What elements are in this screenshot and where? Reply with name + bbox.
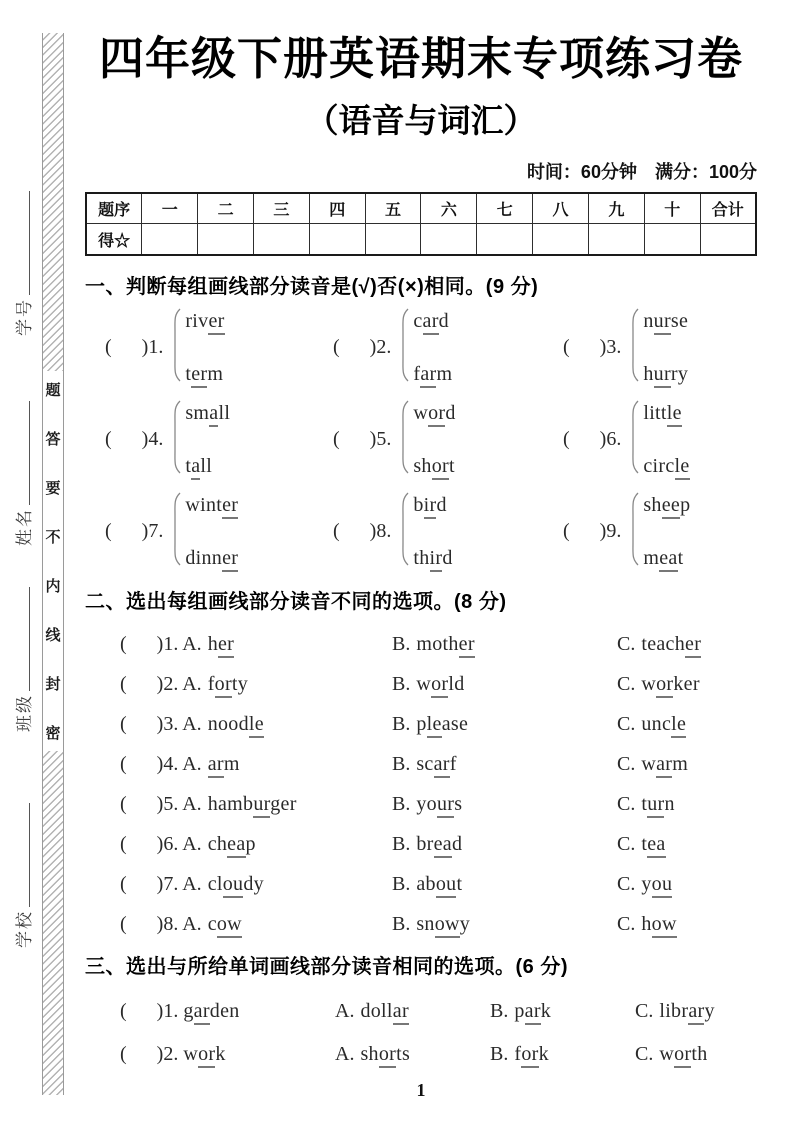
answer-blank[interactable]: ( )4. — [120, 752, 183, 775]
underlined-part: ea — [227, 833, 245, 858]
underlined-part: er — [685, 633, 701, 658]
option-b — [392, 753, 617, 776]
option-label: A. — [182, 632, 202, 655]
option-label: C. — [617, 792, 636, 815]
underlined-part: ar — [688, 1000, 704, 1025]
hatch-pattern-bottom — [43, 751, 63, 1095]
score-table-header-cell: 四 — [309, 193, 365, 224]
brace-icon — [170, 491, 182, 572]
word-bottom: short — [413, 455, 455, 478]
answer-blank[interactable]: ( )5. — [333, 428, 392, 451]
option-label: A. — [182, 752, 202, 775]
score-table-header-cell: 十 — [644, 193, 700, 224]
word-top: bird — [413, 494, 452, 517]
answer-blank[interactable]: ( )4. — [105, 428, 164, 451]
judge-item — [563, 309, 757, 387]
option-a — [335, 1000, 490, 1023]
underlined-part: er — [222, 547, 238, 572]
option-c — [617, 713, 757, 736]
underlined-part: ow — [435, 913, 460, 938]
word: yours — [416, 793, 462, 818]
score-cell[interactable] — [142, 224, 198, 255]
score-table-header-cell: 合计 — [700, 193, 756, 224]
brace-icon — [628, 307, 640, 388]
underlined-part: or — [215, 673, 232, 698]
choice-row — [85, 1000, 757, 1023]
answer-blank[interactable]: ( )1. — [120, 999, 184, 1022]
option-c — [617, 753, 757, 776]
choice-row — [85, 1043, 757, 1066]
word: how — [641, 913, 676, 938]
word: tea — [641, 833, 665, 858]
judge-item — [333, 401, 563, 479]
judge-item — [105, 309, 333, 387]
option-label: A. — [335, 999, 355, 1022]
underlined-part: ou — [223, 873, 244, 898]
underlined-part: or — [656, 673, 673, 698]
word: dollar — [360, 1000, 408, 1025]
word-bottom: circle — [643, 455, 689, 478]
word: forty — [208, 673, 248, 698]
seal-text-char: 不 — [45, 529, 61, 546]
option-label: B. — [392, 872, 411, 895]
word-pair — [643, 402, 689, 478]
word: you — [641, 873, 672, 898]
choice-row — [85, 633, 757, 656]
option-a — [120, 673, 392, 696]
word: arm — [208, 753, 240, 778]
fill-in-line[interactable] — [16, 401, 30, 505]
option-label: B. — [490, 1042, 509, 1065]
option-b — [392, 913, 617, 936]
fill-in-line[interactable] — [16, 587, 30, 691]
underlined-part: er — [191, 363, 207, 388]
option-b — [392, 873, 617, 896]
choice-row — [85, 673, 757, 696]
section-1-items — [85, 309, 757, 571]
underlined-part: le — [671, 713, 686, 738]
score-table-header-cell: 七 — [477, 193, 533, 224]
underlined-part: ur — [654, 310, 671, 335]
page-number: 1 — [416, 1079, 426, 1100]
underlined-part: ir — [424, 494, 437, 519]
underlined-part: ou — [652, 873, 673, 898]
paper-body — [85, 0, 757, 1101]
score-cell[interactable] — [309, 224, 365, 255]
option-a — [120, 633, 392, 656]
option-label: B. — [392, 912, 411, 935]
brace-icon — [628, 491, 640, 572]
option-c — [617, 673, 757, 696]
seal-text-char: 密 — [45, 725, 61, 742]
judge-item — [105, 401, 333, 479]
choice-row — [85, 753, 757, 776]
given-word: garden — [183, 1000, 239, 1025]
answer-blank[interactable]: ( )3. — [563, 336, 622, 359]
judge-item — [105, 493, 333, 571]
underlined-part: ow — [217, 913, 242, 938]
sidebar-field-label: 学号 — [15, 298, 34, 336]
word-top: card — [413, 310, 452, 333]
word-pair — [643, 494, 690, 570]
underlined-part: ar — [434, 753, 450, 778]
word: cow — [208, 913, 242, 938]
word: uncle — [641, 713, 686, 738]
sidebar-field-school — [10, 803, 35, 948]
underlined-part: ar — [525, 1000, 541, 1025]
score-cell[interactable] — [700, 224, 756, 255]
option-label: C. — [617, 672, 636, 695]
score-table-header-cell: 八 — [533, 193, 589, 224]
sidebar-field-student-id — [10, 191, 35, 336]
answer-blank[interactable]: ( )2. — [120, 672, 183, 695]
underlined-part: er — [218, 633, 234, 658]
underlined-part: or — [428, 402, 445, 427]
word: warm — [641, 753, 688, 778]
score-cell[interactable] — [421, 224, 477, 255]
word-top: little — [643, 402, 689, 425]
underlined-part: er — [222, 494, 238, 519]
word: her — [208, 633, 234, 658]
answer-blank[interactable]: ( )9. — [563, 520, 622, 543]
word-bottom: meat — [643, 547, 690, 570]
word-bottom: dinner — [185, 547, 238, 570]
score-table-header-cell: 一 — [142, 193, 198, 224]
option-a — [120, 913, 392, 936]
answer-blank[interactable]: ( )5. — [120, 792, 183, 815]
seal-text-column — [43, 371, 63, 751]
word: please — [416, 713, 468, 738]
score-table-header-row — [86, 193, 756, 224]
underlined-part: or — [379, 1043, 396, 1068]
word: world — [416, 673, 464, 698]
answer-blank[interactable]: ( )8. — [120, 912, 183, 935]
seal-text-char: 要 — [45, 480, 61, 497]
underlined-part: ar — [423, 310, 439, 335]
option-label: A. — [182, 912, 202, 935]
answer-blank[interactable]: ( )1. — [120, 632, 183, 655]
word-top: word — [413, 402, 455, 425]
word-pair — [185, 402, 230, 478]
option-a — [120, 833, 392, 856]
option-a — [335, 1043, 490, 1066]
brace-icon — [398, 491, 410, 572]
score-table-header-cell: 六 — [421, 193, 477, 224]
underlined-part: le — [675, 455, 690, 480]
word-bottom: hurry — [643, 363, 688, 386]
option-label: A. — [335, 1042, 355, 1065]
option-label: C. — [617, 752, 636, 775]
underlined-part: ea — [647, 833, 665, 858]
score-cell[interactable] — [198, 224, 254, 255]
option-label: C. — [617, 912, 636, 935]
word-pair — [413, 310, 452, 386]
underlined-part: or — [432, 455, 449, 480]
underlined-part: le — [427, 713, 442, 738]
section-3-items — [85, 1000, 757, 1066]
brace-icon — [398, 399, 410, 480]
word: hamburger — [208, 793, 297, 818]
word-pair — [185, 494, 238, 570]
section-3-heading: 三、选出与所给单词画线部分读音相同的选项。(6 分) — [85, 955, 568, 978]
score-table-header-cell: 五 — [365, 193, 421, 224]
underlined-part: or — [431, 673, 448, 698]
underlined-part: le — [249, 713, 264, 738]
score-table-header-cell: 二 — [198, 193, 254, 224]
score-cell[interactable] — [533, 224, 589, 255]
option-label: B. — [490, 999, 509, 1022]
option-c — [617, 833, 757, 856]
underlined-part: a — [191, 455, 200, 480]
given-word-cell — [120, 1000, 335, 1023]
option-label: C. — [635, 1042, 654, 1065]
time-score-info: 时间：60分钟 满分：100分 — [526, 161, 757, 182]
word: worker — [641, 673, 699, 698]
fill-in-line[interactable] — [16, 803, 30, 907]
sidebar-field-name — [10, 401, 35, 546]
underlined-part: ur — [647, 793, 664, 818]
underlined-part: ar — [393, 1000, 409, 1025]
answer-blank[interactable]: ( )7. — [105, 520, 164, 543]
underlined-part: ou — [436, 873, 457, 898]
word-pair — [413, 402, 455, 478]
word-top: sheep — [643, 494, 690, 517]
underlined-part: ur — [253, 793, 270, 818]
sidebar-field-label: 班级 — [15, 694, 34, 732]
given-word-cell — [120, 1043, 335, 1066]
option-label: A. — [182, 872, 202, 895]
option-a — [120, 793, 392, 816]
word-top: winter — [185, 494, 238, 517]
word: cheap — [208, 833, 256, 858]
answer-blank[interactable]: ( )3. — [120, 712, 183, 735]
word-top: river — [185, 310, 224, 333]
option-b — [490, 1043, 635, 1066]
option-b — [392, 673, 617, 696]
word-pair — [185, 310, 224, 386]
sidebar-field-class — [10, 587, 35, 732]
underlined-part: ow — [652, 913, 677, 938]
underlined-part: le — [667, 402, 682, 427]
seal-text-char: 题 — [45, 382, 61, 399]
option-label: B. — [392, 712, 411, 735]
option-label: C. — [617, 832, 636, 855]
score-cell[interactable] — [588, 224, 644, 255]
option-c — [617, 793, 757, 816]
score-cell[interactable] — [644, 224, 700, 255]
brace-icon — [628, 399, 640, 480]
score-cell[interactable] — [477, 224, 533, 255]
sidebar-field-label: 姓名 — [15, 508, 34, 546]
word: library — [659, 1000, 714, 1025]
judge-item — [563, 401, 757, 479]
underlined-part: a — [209, 402, 218, 427]
score-cell[interactable] — [253, 224, 309, 255]
underlined-part: ea — [659, 547, 677, 572]
option-c — [635, 1043, 757, 1066]
option-label: B. — [392, 752, 411, 775]
score-table-header-cell: 题序 — [86, 193, 142, 224]
underlined-part: er — [208, 310, 224, 335]
score-table-score-row — [86, 224, 756, 255]
choice-row — [85, 793, 757, 816]
given-word: work — [183, 1043, 225, 1068]
score-cell[interactable] — [365, 224, 421, 255]
answer-blank[interactable]: ( )1. — [105, 336, 164, 359]
seal-text-char: 答 — [45, 431, 61, 448]
option-label: A. — [182, 672, 202, 695]
paper-title: 四年级下册英语期末专项练习卷 — [98, 33, 743, 84]
score-table-header-cell: 三 — [253, 193, 309, 224]
option-c — [617, 913, 757, 936]
judge-item — [563, 493, 757, 571]
section-2-items — [85, 633, 757, 936]
option-b — [490, 1000, 635, 1023]
word-bottom: tall — [185, 455, 230, 478]
judge-item — [333, 309, 563, 387]
answer-blank[interactable]: ( )2. — [120, 1042, 184, 1065]
sidebar-field-label: 学校 — [15, 910, 34, 948]
underlined-part: ir — [430, 547, 443, 572]
section-2-heading: 二、选出每组画线部分读音不同的选项。(8 分) — [85, 590, 507, 613]
word: about — [416, 873, 462, 898]
option-label: B. — [392, 792, 411, 815]
option-a — [120, 873, 392, 896]
option-label: A. — [182, 712, 202, 735]
word: cloudy — [208, 873, 264, 898]
underlined-part: or — [674, 1043, 691, 1068]
word: noodle — [208, 713, 264, 738]
answer-blank[interactable]: ( )7. — [120, 872, 183, 895]
option-label: C. — [617, 712, 636, 735]
score-table-header-cell: 九 — [588, 193, 644, 224]
option-a — [120, 713, 392, 736]
underlined-part: er — [459, 633, 475, 658]
underlined-part: ea — [434, 833, 452, 858]
underlined-part: ur — [654, 363, 671, 388]
paper-subtitle: （语音与词汇） — [305, 101, 537, 139]
word: park — [514, 1000, 551, 1025]
brace-icon — [170, 307, 182, 388]
option-label: B. — [392, 672, 411, 695]
option-label: C. — [617, 632, 636, 655]
score-row-label: 得☆ — [86, 224, 142, 255]
choice-row — [85, 713, 757, 736]
underlined-part: ar — [420, 363, 436, 388]
seal-text-char: 内 — [45, 578, 61, 595]
word-bottom: term — [185, 363, 224, 386]
underlined-part: ee — [662, 494, 680, 519]
word: teacher — [641, 633, 701, 658]
seal-text-char: 线 — [45, 627, 61, 644]
option-label: B. — [392, 832, 411, 855]
word-pair — [413, 494, 452, 570]
underlined-part: ur — [437, 793, 454, 818]
fill-in-line[interactable] — [16, 191, 30, 295]
option-b — [392, 713, 617, 736]
option-c — [617, 873, 757, 896]
brace-icon — [170, 399, 182, 480]
word-top: small — [185, 402, 230, 425]
choice-row — [85, 833, 757, 856]
option-label: A. — [182, 832, 202, 855]
word-bottom: third — [413, 547, 452, 570]
score-table — [85, 192, 757, 256]
option-a — [120, 753, 392, 776]
choice-row — [85, 913, 757, 936]
seal-band — [42, 33, 64, 1095]
word: snowy — [416, 913, 470, 938]
option-b — [392, 793, 617, 816]
underlined-part: ar — [208, 753, 224, 778]
word: scarf — [416, 753, 456, 778]
word-pair — [643, 310, 688, 386]
section-1-heading: 一、判断每组画线部分读音是(√)否(×)相同。(9 分) — [85, 275, 539, 298]
underlined-part: or — [198, 1043, 215, 1068]
underlined-part: ar — [194, 1000, 210, 1025]
word: bread — [416, 833, 462, 858]
option-b — [392, 833, 617, 856]
brace-icon — [398, 307, 410, 388]
judge-item — [333, 493, 563, 571]
word: shorts — [360, 1043, 410, 1068]
answer-blank[interactable]: ( )8. — [333, 520, 392, 543]
word-top: nurse — [643, 310, 688, 333]
underlined-part: ar — [656, 753, 672, 778]
word: worth — [659, 1043, 707, 1068]
seal-text-char: 封 — [45, 676, 61, 693]
answer-blank[interactable]: ( )6. — [120, 832, 183, 855]
option-label: B. — [392, 632, 411, 655]
word: mother — [416, 633, 474, 658]
option-label: C. — [635, 999, 654, 1022]
answer-blank[interactable]: ( )6. — [563, 428, 622, 451]
word: fork — [514, 1043, 549, 1068]
word-bottom: farm — [413, 363, 452, 386]
answer-blank[interactable]: ( )2. — [333, 336, 392, 359]
underlined-part: or — [521, 1043, 538, 1068]
option-label: C. — [617, 872, 636, 895]
option-label: A. — [182, 792, 202, 815]
choice-row — [85, 873, 757, 896]
option-c — [617, 633, 757, 656]
hatch-pattern-top — [43, 33, 63, 371]
option-c — [635, 1000, 757, 1023]
option-b — [392, 633, 617, 656]
word: turn — [641, 793, 674, 818]
